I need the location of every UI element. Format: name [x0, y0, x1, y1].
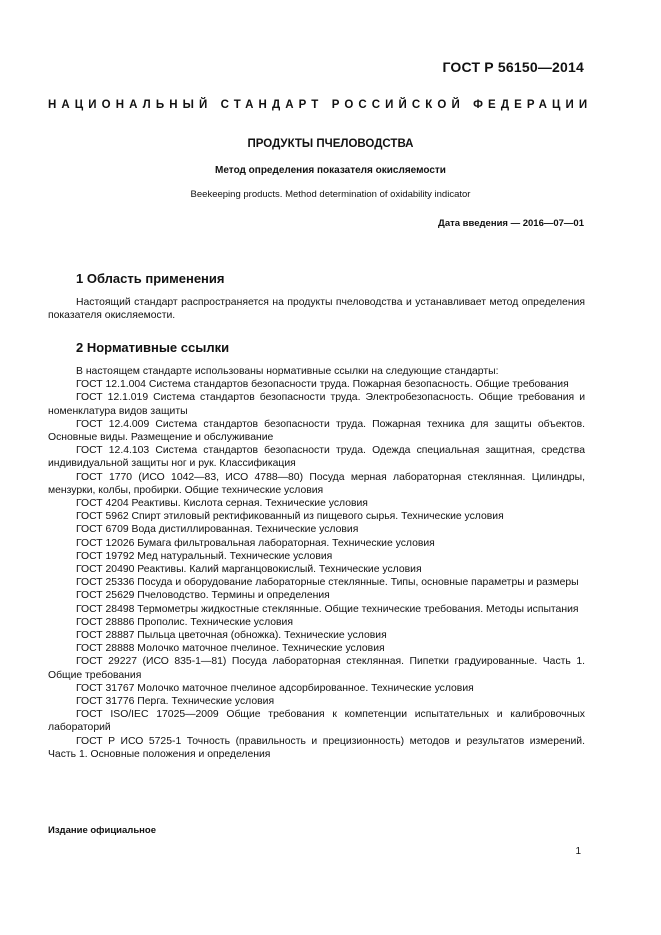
document-subtitle: Метод определения показателя окисляемости [215, 165, 446, 176]
reference-item: ГОСТ 31776 Перга. Технические условия [76, 696, 275, 708]
document-title: ПРОДУКТЫ ПЧЕЛОВОДСТВА [247, 138, 414, 150]
references-list [48, 365, 585, 761]
reference-item: ГОСТ 28498 Термометры жидкостные стеклянные. Общие технические требования. Методы испытания [76, 603, 579, 615]
document-code: ГОСТ Р 56150—2014 [442, 59, 584, 75]
section-heading: 2 Нормативные ссылки [76, 340, 230, 355]
official-edition-label: Издание официальное [48, 825, 156, 836]
reference-item: ГОСТ 12.1.004 Система стандартов безопасности труда. Пожарная безопасность. Общие требования [76, 379, 569, 391]
reference-item: ГОСТ 20490 Реактивы. Калий марганцовокислый. Технические условия [76, 564, 422, 576]
page-number: 1 [575, 846, 581, 857]
reference-item: ГОСТ 4204 Реактивы. Кислота серная. Технические условия [76, 498, 368, 510]
section-paragraph: Настоящий стандарт распространяется на продукты пчеловодства и устанавливает метод определения показателя окисляемости. [48, 297, 585, 322]
section-scope [48, 271, 585, 322]
reference-item: ГОСТ 12.4.103 Система стандартов безопасности труда. Одежда специальная защитная, средства индивидуальной защиты ног и рук. Классификация [48, 445, 585, 470]
reference-item: ГОСТ 5962 Спирт этиловый ректификованный из пищевого сырья. Технические условия [76, 511, 504, 523]
reference-item: ГОСТ 31767 Молочко маточное пчелиное адсорбированное. Технические условия [76, 682, 474, 694]
reference-item: ГОСТ 25629 Пчеловодство. Термины и определения [76, 590, 330, 602]
reference-item: ГОСТ Р ИСО 5725-1 Точность (правильность и прецизионность) методов и результатов измерений. Часть 1. Основные положения и определения [48, 735, 585, 760]
reference-item: ГОСТ 25336 Посуда и оборудование лабораторные стеклянные. Типы, основные параметры и размеры [76, 577, 579, 589]
reference-item: ГОСТ 28887 Пыльца цветочная (обножка). Технические условия [76, 630, 387, 642]
reference-item: ГОСТ ISO/IEC 17025—2009 Общие требования к компетенции испытательных и калибровочных лабораторий [48, 709, 585, 734]
reference-item: ГОСТ 6709 Вода дистиллированная. Технические условия [76, 524, 359, 536]
reference-item: ГОСТ 12026 Бумага фильтровальная лабораторная. Технические условия [76, 537, 435, 549]
reference-item: ГОСТ 19792 Мед натуральный. Технические условия [76, 550, 333, 562]
reference-item: ГОСТ 29227 (ИСО 835-1—81) Посуда лабораторная стеклянная. Пипетки градуированные. Часть 1. Общие требования [48, 656, 585, 681]
references-intro: В настоящем стандарте использованы нормативные ссылки на следующие стандарты: [76, 366, 499, 377]
reference-item: ГОСТ 28888 Молочко маточное пчелиное. Технические условия [76, 643, 385, 655]
section-heading: 1 Область применения [76, 271, 225, 286]
reference-item: ГОСТ 28886 Прополис. Технические условия [76, 616, 293, 628]
introduction-date: Дата введения — 2016—07—01 [438, 218, 584, 229]
reference-item: ГОСТ 12.4.009 Система стандартов безопасности труда. Пожарная техника для защиты объектов. Основные виды. Размещение и обслуживание [48, 418, 585, 444]
reference-item: ГОСТ 1770 (ИСО 1042—83, ИСО 4788—80) Посуда мерная лабораторная стеклянная. Цилиндры, мензурки, колбы, пробирки. Общие технические условия [48, 471, 585, 496]
section-normative-references [48, 340, 585, 761]
reference-item: ГОСТ 12.1.019 Система стандартов безопасности труда. Электробезопасность. Общие требования и номенклатура видов защиты [48, 392, 585, 417]
english-title: Beekeeping products. Method determination of oxidability indicator [190, 189, 471, 200]
national-standard-banner: НАЦИОНАЛЬНЫЙ СТАНДАРТ РОССИЙСКОЙ ФЕДЕРАЦИИ [48, 99, 593, 111]
